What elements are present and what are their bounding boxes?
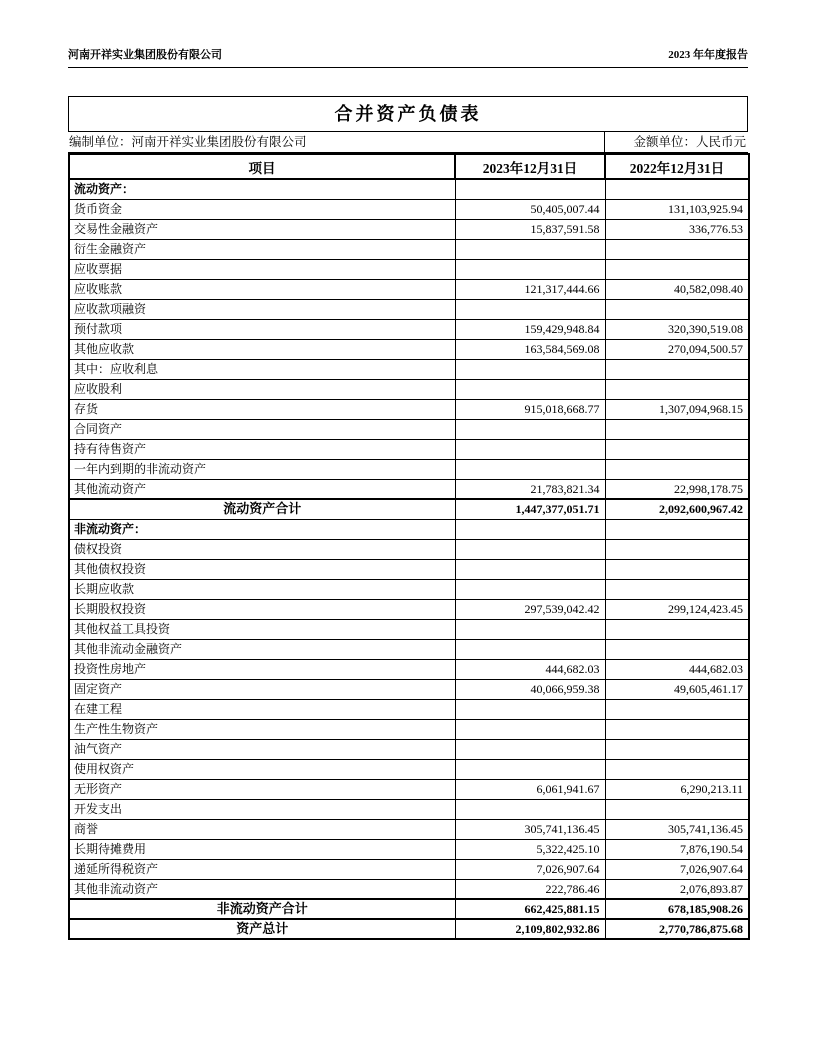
table-row (69, 699, 749, 719)
value-2023 (455, 439, 605, 459)
row-label: 其他应收款 (69, 339, 455, 359)
prepared-by-label: 编制单位：河南开祥实业集团股份有限公司 (69, 135, 307, 149)
table-row (69, 539, 749, 559)
table-row (69, 179, 749, 199)
row-label: 债权投资 (69, 539, 455, 559)
row-label: 长期应收款 (69, 579, 455, 599)
row-label: 固定资产 (69, 679, 455, 699)
table-row (69, 339, 749, 359)
table-row (69, 719, 749, 739)
report-year-label: 2023 年年度报告 (668, 49, 748, 61)
table-row (69, 279, 749, 299)
row-label: 应收账款 (69, 279, 455, 299)
table-row (69, 639, 749, 659)
table-row (69, 879, 749, 899)
row-label: 应收票据 (69, 259, 455, 279)
value-2022 (605, 759, 749, 779)
value-2023: 6,061,941.67 (455, 779, 605, 799)
value-2023 (455, 739, 605, 759)
table-row (69, 399, 749, 419)
table-row (69, 799, 749, 819)
value-2023 (455, 459, 605, 479)
value-2022 (605, 179, 749, 199)
table-row (69, 759, 749, 779)
value-2022: 444,682.03 (605, 659, 749, 679)
table-row (69, 559, 749, 579)
value-2022: 49,605,461.17 (605, 679, 749, 699)
row-label: 非流动资产： (69, 519, 455, 539)
table-row (69, 419, 749, 439)
table-row (69, 439, 749, 459)
table-header-row (69, 154, 749, 179)
value-2022: 7,876,190.54 (605, 839, 749, 859)
value-2023: 662,425,881.15 (455, 899, 605, 919)
table-row (69, 899, 749, 919)
table-row (69, 779, 749, 799)
row-label: 衍生金融资产 (69, 239, 455, 259)
row-label: 存货 (69, 399, 455, 419)
table-row (69, 599, 749, 619)
value-2022: 131,103,925.94 (605, 199, 749, 219)
row-label: 生产性生物资产 (69, 719, 455, 739)
row-label: 开发支出 (69, 799, 455, 819)
row-label: 货币资金 (69, 199, 455, 219)
value-2022 (605, 359, 749, 379)
row-label: 油气资产 (69, 739, 455, 759)
col-header-item: 项目 (69, 154, 455, 179)
value-2023 (455, 559, 605, 579)
value-2023 (455, 259, 605, 279)
company-name: 河南开祥实业集团股份有限公司 (68, 49, 222, 61)
value-2023: 7,026,907.64 (455, 859, 605, 879)
value-2022 (605, 299, 749, 319)
table-row (69, 239, 749, 259)
row-label: 其他非流动金融资产 (69, 639, 455, 659)
row-label: 持有待售资产 (69, 439, 455, 459)
table-row (69, 659, 749, 679)
value-2023 (455, 619, 605, 639)
table-title: 合并资产负债表 (68, 96, 748, 132)
value-2022: 336,776.53 (605, 219, 749, 239)
value-2022: 40,582,098.40 (605, 279, 749, 299)
row-label: 无形资产 (69, 779, 455, 799)
value-2022: 1,307,094,968.15 (605, 399, 749, 419)
row-label: 其中：应收利息 (69, 359, 455, 379)
page-header (68, 46, 748, 68)
col-header-2022: 2022年12月31日 (605, 154, 749, 179)
value-2023 (455, 359, 605, 379)
table-row (69, 739, 749, 759)
table-row (69, 299, 749, 319)
value-2023 (455, 519, 605, 539)
row-label: 其他流动资产 (69, 479, 455, 499)
value-2022 (605, 239, 749, 259)
value-2023 (455, 179, 605, 199)
table-row (69, 839, 749, 859)
row-label: 投资性房地产 (69, 659, 455, 679)
value-2022: 2,076,893.87 (605, 879, 749, 899)
value-2023: 5,322,425.10 (455, 839, 605, 859)
row-label: 交易性金融资产 (69, 219, 455, 239)
table-row (69, 359, 749, 379)
value-2022 (605, 539, 749, 559)
value-2022: 299,124,423.45 (605, 599, 749, 619)
row-label: 一年内到期的非流动资产 (69, 459, 455, 479)
table-row (69, 259, 749, 279)
currency-unit-label: 金额单位：人民币元 (604, 132, 748, 152)
row-label: 其他权益工具投资 (69, 619, 455, 639)
value-2022 (605, 719, 749, 739)
row-label: 长期待摊费用 (69, 839, 455, 859)
value-2023: 1,447,377,051.71 (455, 499, 605, 519)
value-2022 (605, 639, 749, 659)
row-label: 预付款项 (69, 319, 455, 339)
value-2023: 50,405,007.44 (455, 199, 605, 219)
value-2023 (455, 759, 605, 779)
value-2023 (455, 379, 605, 399)
row-label: 使用权资产 (69, 759, 455, 779)
value-2022: 6,290,213.11 (605, 779, 749, 799)
value-2023: 305,741,136.45 (455, 819, 605, 839)
table-row (69, 199, 749, 219)
value-2023: 2,109,802,932.86 (455, 919, 605, 939)
balance-sheet-table (68, 153, 750, 940)
value-2023 (455, 639, 605, 659)
row-label: 商誉 (69, 819, 455, 839)
col-header-2023: 2023年12月31日 (455, 154, 605, 179)
value-2023 (455, 719, 605, 739)
value-2023: 15,837,591.58 (455, 219, 605, 239)
value-2022 (605, 439, 749, 459)
row-label: 流动资产： (69, 179, 455, 199)
table-row (69, 579, 749, 599)
value-2022 (605, 559, 749, 579)
value-2023: 163,584,569.08 (455, 339, 605, 359)
value-2023 (455, 299, 605, 319)
info-row (68, 132, 748, 153)
row-label: 递延所得税资产 (69, 859, 455, 879)
table-row (69, 219, 749, 239)
value-2023: 21,783,821.34 (455, 479, 605, 499)
value-2022: 320,390,519.08 (605, 319, 749, 339)
value-2022 (605, 379, 749, 399)
table-row (69, 519, 749, 539)
value-2022 (605, 459, 749, 479)
value-2023 (455, 579, 605, 599)
value-2023: 159,429,948.84 (455, 319, 605, 339)
value-2022: 2,770,786,875.68 (605, 919, 749, 939)
table-row (69, 859, 749, 879)
value-2022: 22,998,178.75 (605, 479, 749, 499)
value-2022: 678,185,908.26 (605, 899, 749, 919)
value-2022 (605, 579, 749, 599)
row-label: 应收股利 (69, 379, 455, 399)
value-2023: 444,682.03 (455, 659, 605, 679)
value-2022 (605, 799, 749, 819)
table-row (69, 619, 749, 639)
value-2022 (605, 419, 749, 439)
value-2023 (455, 539, 605, 559)
table-row (69, 819, 749, 839)
table-row (69, 499, 749, 519)
table-row (69, 379, 749, 399)
row-label: 合同资产 (69, 419, 455, 439)
value-2022 (605, 739, 749, 759)
table-row (69, 459, 749, 479)
value-2022 (605, 699, 749, 719)
value-2022 (605, 519, 749, 539)
row-label: 应收款项融资 (69, 299, 455, 319)
row-label: 流动资产合计 (69, 499, 455, 519)
row-label: 其他债权投资 (69, 559, 455, 579)
row-label: 在建工程 (69, 699, 455, 719)
table-row (69, 679, 749, 699)
value-2022: 7,026,907.64 (605, 859, 749, 879)
value-2023 (455, 799, 605, 819)
table-row (69, 919, 749, 939)
table-row (69, 479, 749, 499)
table-row (69, 319, 749, 339)
row-label: 长期股权投资 (69, 599, 455, 619)
row-label: 非流动资产合计 (69, 899, 455, 919)
value-2022: 270,094,500.57 (605, 339, 749, 359)
value-2023: 121,317,444.66 (455, 279, 605, 299)
value-2023: 297,539,042.42 (455, 599, 605, 619)
value-2022 (605, 619, 749, 639)
value-2023: 915,018,668.77 (455, 399, 605, 419)
row-label: 资产总计 (69, 919, 455, 939)
value-2022: 2,092,600,967.42 (605, 499, 749, 519)
value-2022 (605, 259, 749, 279)
row-label: 其他非流动资产 (69, 879, 455, 899)
value-2022: 305,741,136.45 (605, 819, 749, 839)
value-2023: 40,066,959.38 (455, 679, 605, 699)
value-2023 (455, 699, 605, 719)
value-2023 (455, 239, 605, 259)
value-2023: 222,786.46 (455, 879, 605, 899)
value-2023 (455, 419, 605, 439)
document-page (68, 0, 748, 940)
